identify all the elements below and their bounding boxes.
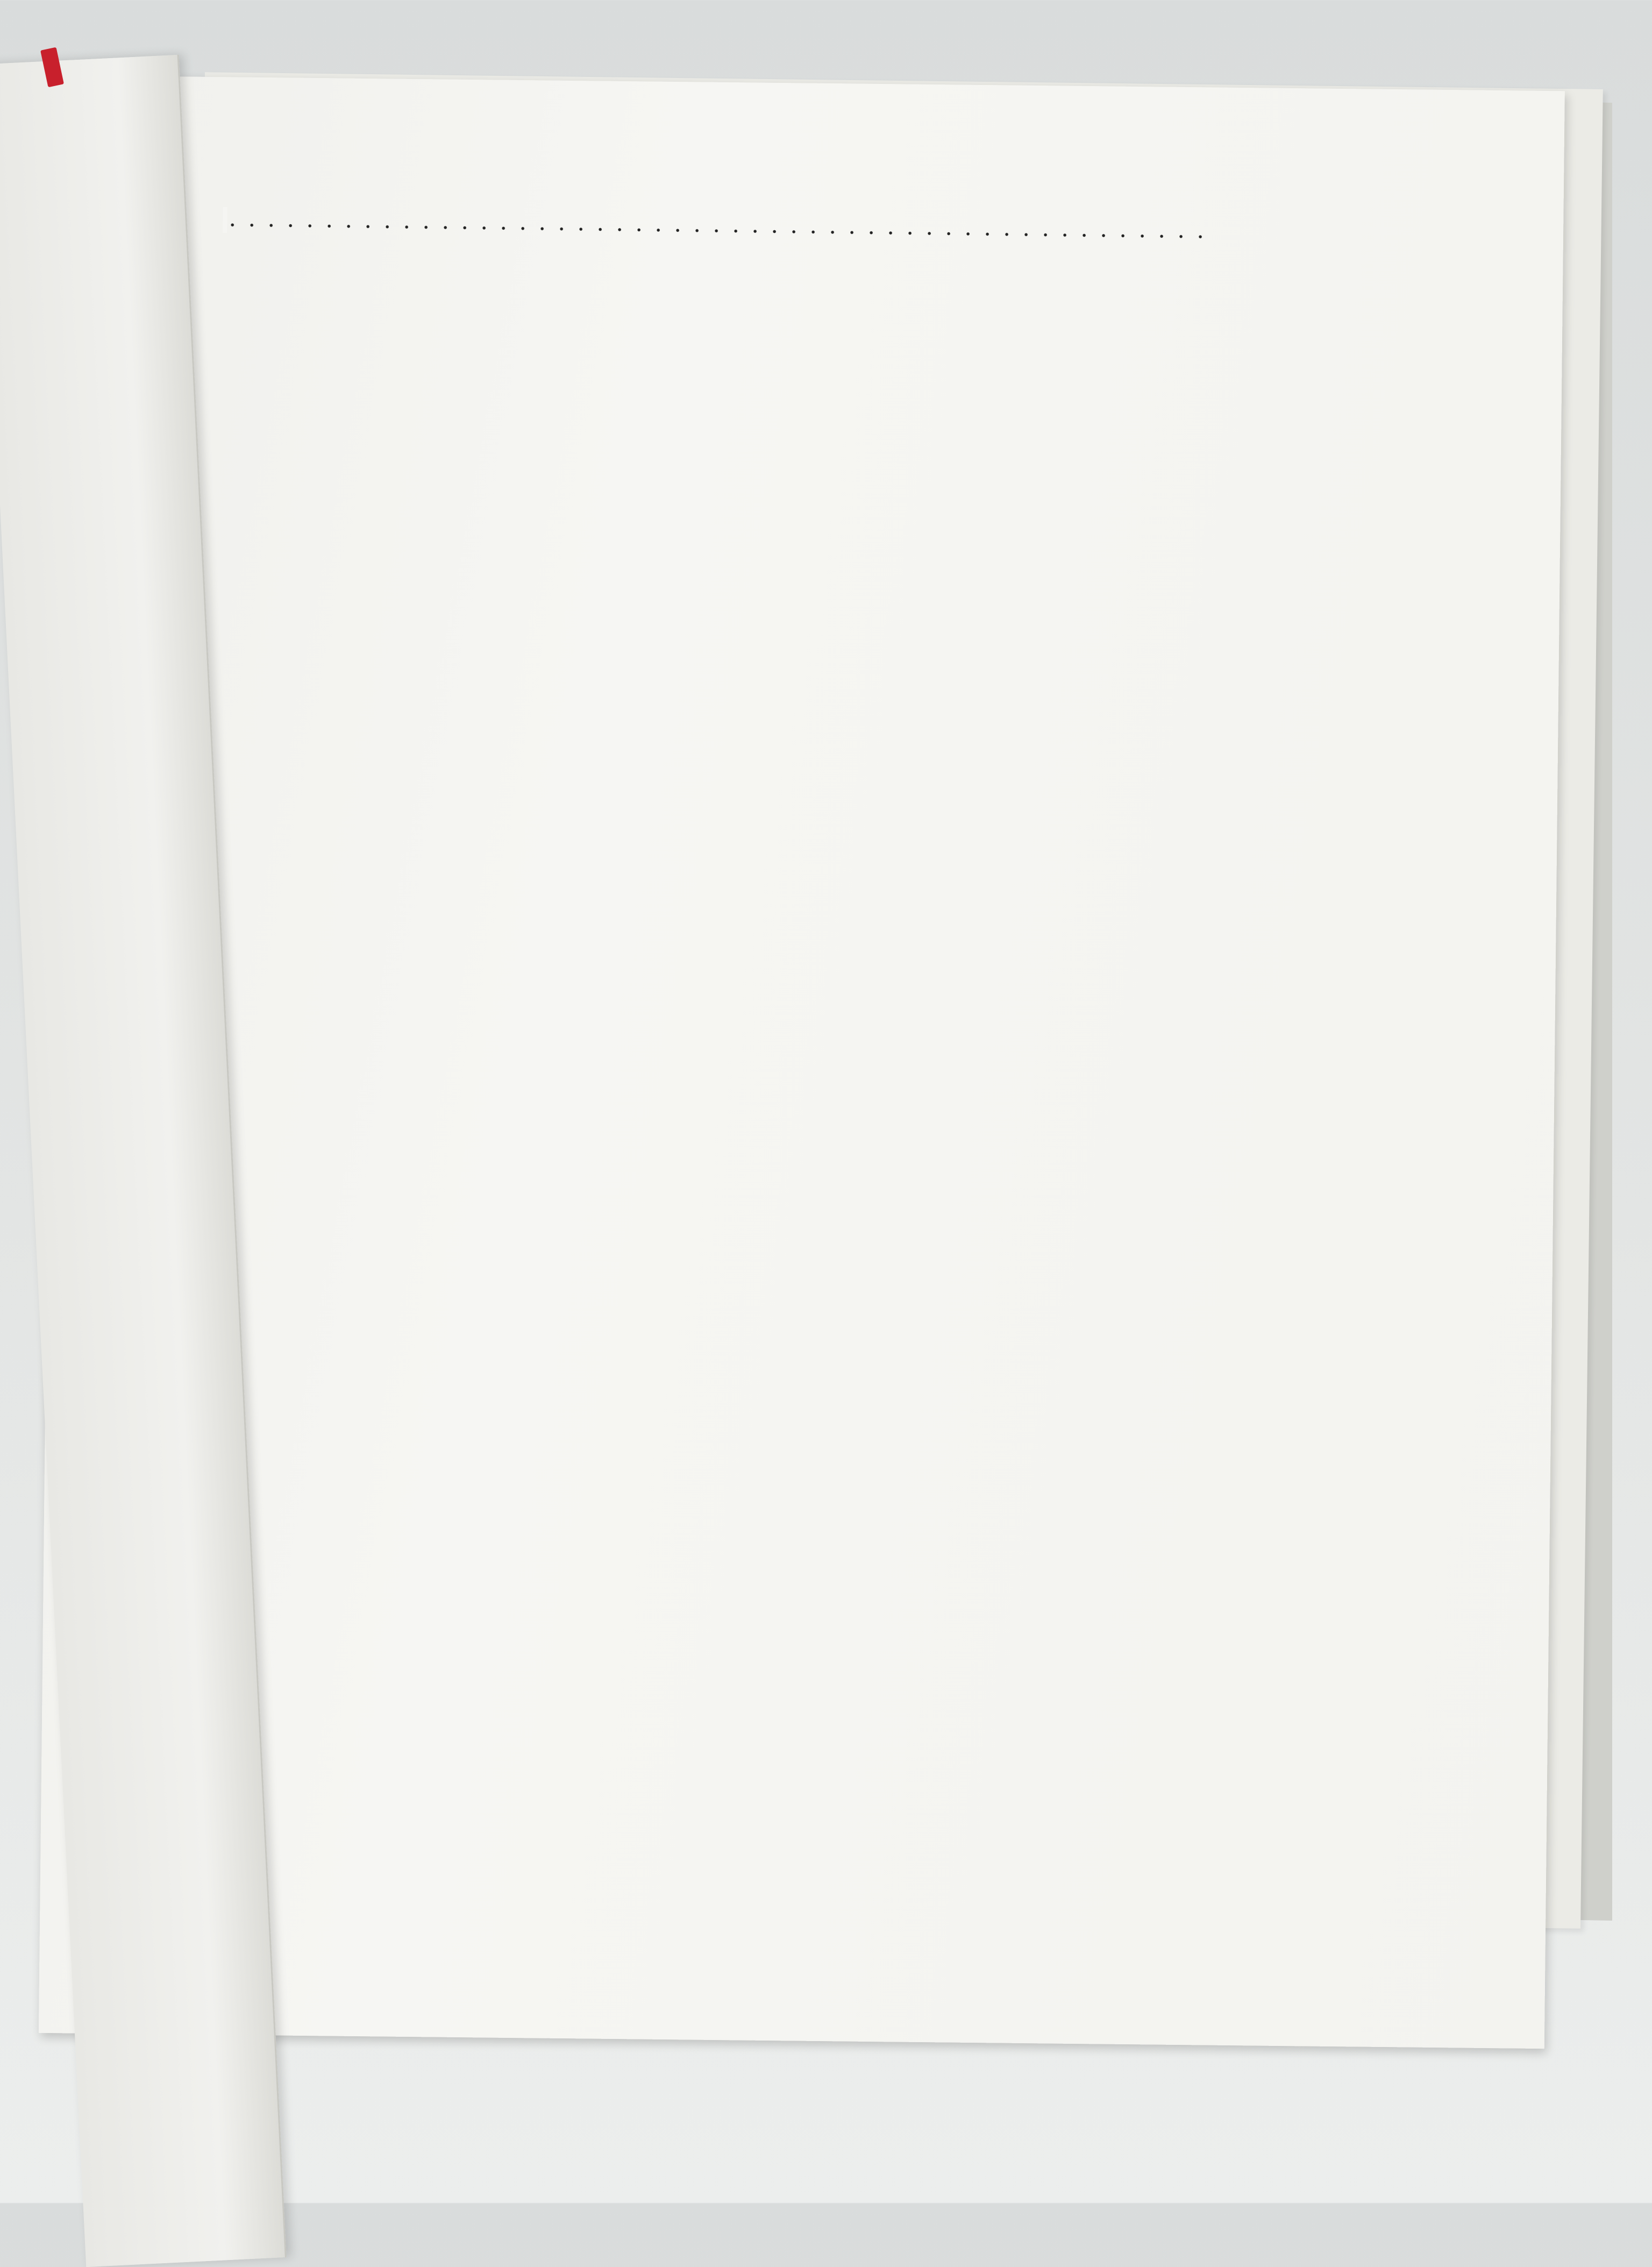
entry-text [223,207,227,233]
entry-page [1223,219,1287,220]
book-page [39,75,1565,2049]
